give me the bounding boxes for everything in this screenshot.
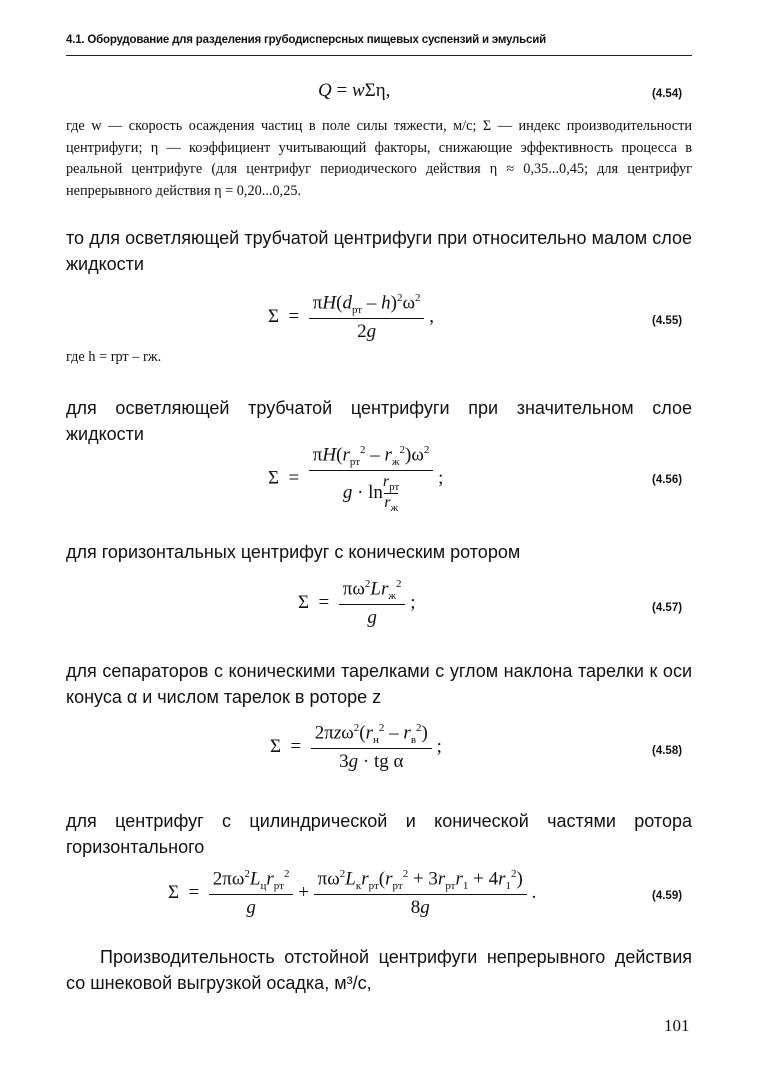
where-clause-4-54: [66, 116, 692, 202]
paragraph: [66, 539, 692, 565]
paragraph-text: для сепараторов с коническими тарелками с углом наклона тарелки к оси конуса α и числом тарелок в роторе z: [66, 661, 692, 707]
paragraph: [66, 944, 692, 996]
equation-4-59: Σ = $\frac{2\pi\omega^2L_цr_{рт}^2}{g}$ + $\frac{\pi\omega^2L_кr_{рт}(r_{рт}^2 + 3r_{рт}r_1 + 4r_1^2)}{8g}$ .: [168, 868, 537, 919]
paragraph-text: то для осветляющей трубчатой центрифуги при относительно малом слое жидкости: [66, 228, 692, 274]
paragraph-text: Производительность отстойной центрифуги непрерывного действия со шнековой выгрузкой осадка, м³/с,: [66, 947, 692, 993]
paragraph: [66, 658, 692, 710]
paragraph-text: для горизонтальных центрифуг с коническим ротором: [66, 542, 521, 562]
equation-4-56: Σ = $\pi H(r_{рт}^2 - r_ж^2)\omega^2$ g · ln $\frac{r_{рт}}{r_ж}$ ;: [268, 444, 444, 515]
equation-number: (4.55): [652, 315, 683, 327]
where-clause-4-55: где h = rрт – rж.: [66, 349, 162, 365]
paragraph: [66, 225, 692, 277]
equation-number: (4.57): [652, 602, 683, 614]
paragraph: [66, 808, 692, 860]
running-header: 4.1. Оборудование для разделения грубодисперсных пищевых суспензий и эмульсий: [66, 34, 546, 46]
header-rule: [66, 55, 692, 56]
equation-number: (4.59): [652, 890, 683, 902]
page-number: 101: [664, 1016, 690, 1035]
paragraph-text: для осветляющей трубчатой центрифуги при значительном слое жидкости: [66, 398, 692, 444]
paragraph-text: для центрифуг с цилиндрической и конической частями ротора горизонтального: [66, 811, 692, 857]
paragraph: [66, 395, 692, 447]
equation-4-58: Σ = $\frac{2\pi z\omega^2(r_н^2 - r_в^2)}{\text{3g · tg α}}$ ;: [270, 722, 442, 773]
equation-4-55: Σ = $\frac{\pi H(d_{рт} - h)^2\omega^2}{2g}$ ,: [268, 292, 434, 343]
equation-number: (4.58): [652, 745, 683, 757]
where-text: где w — скорость осаждения частиц в поле силы тяжести, м/с; Σ — индекс производительности центрифуги; η — коэффициент учитывающий факторы, снижающие эффективность процесса в реальной центрифуге (для центрифуг периодического действия η ≈ 0,35...0,45; для центрифуг непрерывного действия η = 0,20...0,25.: [66, 118, 692, 199]
equation-number: (4.56): [652, 474, 683, 486]
equation-4-57: Σ = $\frac{\pi\omega^2Lr_ж^2}{g}$ ;: [298, 578, 416, 629]
equation-4-54: Q = wΣη,: [318, 80, 391, 101]
equation-number: (4.54): [652, 88, 683, 100]
